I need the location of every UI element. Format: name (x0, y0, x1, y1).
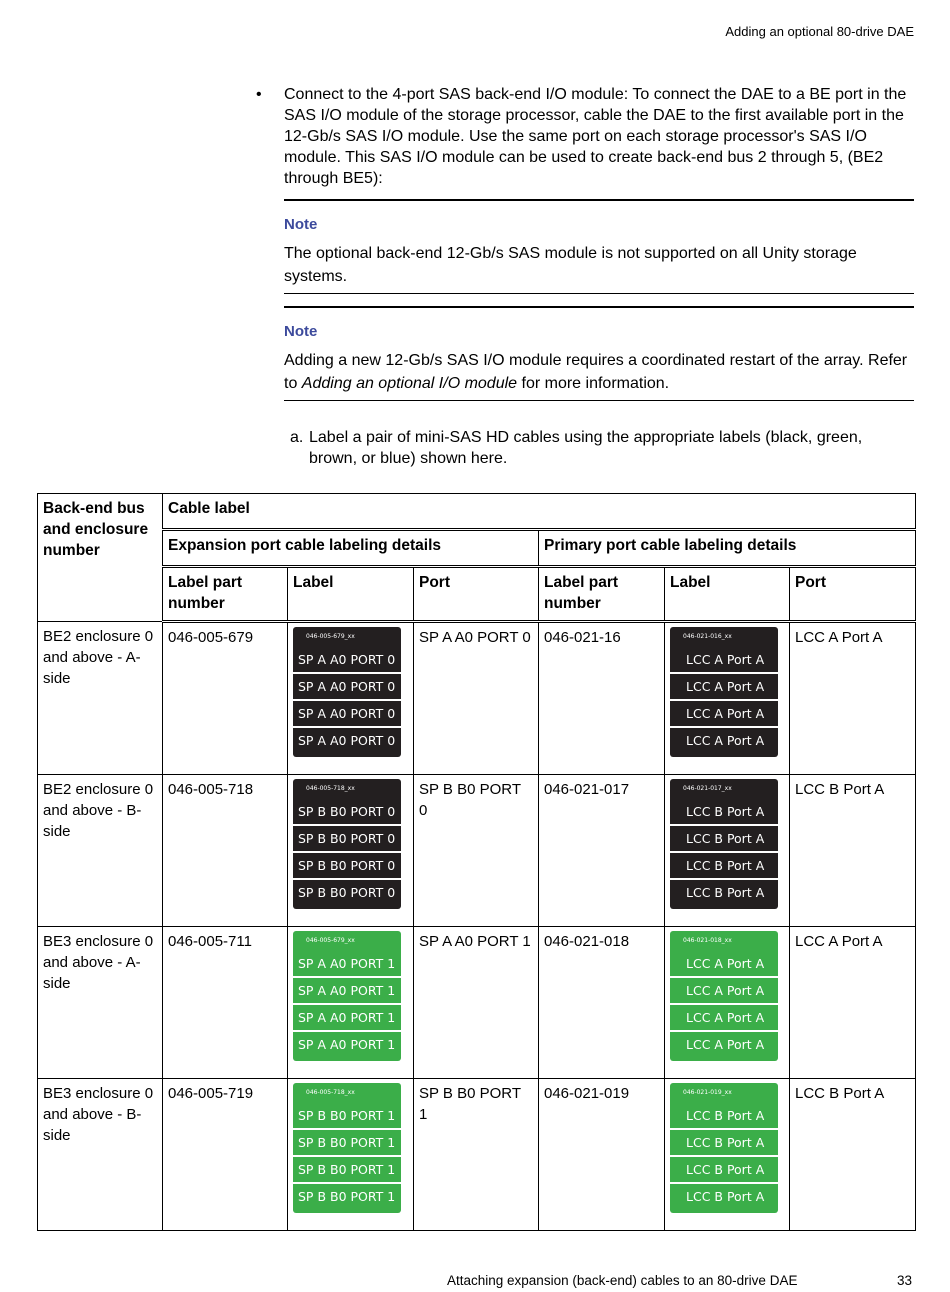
note-title: Note (284, 323, 318, 340)
expansion-label-cell (288, 775, 414, 927)
label-strip: SP B B0 PORT 0 (298, 804, 396, 819)
primary-part-number: 046-021-017 (539, 775, 665, 927)
header-bus-enclosure: Back-end bus and enclosure number (38, 494, 163, 622)
label-strip: SP A A0 PORT 1 (293, 1003, 401, 1030)
step-text: Label a pair of mini-SAS HD cables using the appropriate labels (black, green, brown, or blue) shown here. (309, 429, 863, 467)
label-part-code: 046-021-018_xx (683, 937, 732, 944)
expansion-label-cell (288, 927, 414, 1079)
primary-port: LCC A Port A (790, 927, 916, 1079)
label-part-code: 046-005-679_xx (306, 633, 355, 640)
label-strip: LCC A Port A (670, 699, 778, 726)
label-strip: SP A A0 PORT 1 (293, 1030, 401, 1057)
label-strip: LCC B Port A (686, 804, 765, 819)
primary-port: LCC B Port A (790, 775, 916, 927)
label-part-code: 046-021-019_xx (683, 1089, 732, 1096)
bullet-text: Connect to the 4-port SAS back-end I/O module: To connect the DAE to a BE port in the SAS I/O module of the storage processor, cable the DAE to the first available port in the 12-Gb/s SAS I/O module. Use the same port on each storage processor's SAS I/O module. This SAS I/O module can be used to create back-end bus 2 through 5, (BE2 through BE5): (284, 86, 907, 187)
cable-label-image (670, 1083, 778, 1213)
header-expansion-port: Expansion port cable labeling details (163, 530, 539, 567)
label-part-code: 046-005-718_xx (306, 785, 355, 792)
primary-part-number: 046-021-018 (539, 927, 665, 1079)
label-strip: LCC A Port A (670, 976, 778, 1003)
expansion-port: SP A A0 PORT 1 (414, 927, 539, 1079)
label-part-code: 046-005-679_xx (306, 937, 355, 944)
header-cable-label: Cable label (163, 494, 916, 530)
label-strip: SP A A0 PORT 0 (293, 672, 401, 699)
label-strip: LCC A Port A (686, 956, 765, 971)
note-body-text: for more information. (517, 375, 670, 392)
primary-port: LCC A Port A (790, 622, 916, 775)
label-strip: LCC A Port A (670, 1030, 778, 1057)
header-port: Port (414, 567, 539, 622)
bullet-item (256, 84, 914, 189)
label-strip: LCC A Port A (670, 726, 778, 753)
cable-label-image (293, 931, 401, 1061)
label-strip: SP B B0 PORT 0 (293, 851, 401, 878)
label-strip: SP A A0 PORT 1 (298, 956, 396, 971)
running-header: Adding an optional 80-drive DAE (725, 24, 914, 39)
expansion-label-cell (288, 1079, 414, 1231)
cable-label-image (293, 627, 401, 757)
note-body-text: Adding a new 12-Gb/s SAS I/O module requires a coordinated restart of the array. Refer to (284, 352, 908, 392)
header-port: Port (790, 567, 916, 622)
bus-cell: BE2 enclosure 0 and above - A-side (38, 622, 163, 775)
label-strip: LCC B Port A (670, 1155, 778, 1182)
label-strip: SP B B0 PORT 1 (298, 1108, 396, 1123)
bus-cell: BE3 enclosure 0 and above - A-side (38, 927, 163, 1079)
expansion-label-cell (288, 622, 414, 775)
running-footer: Attaching expansion (back-end) cables to an 80-drive DAE (447, 1273, 798, 1288)
expansion-part-number: 046-005-719 (163, 1079, 288, 1231)
table-row (38, 622, 916, 775)
primary-part-number: 046-021-019 (539, 1079, 665, 1231)
label-part-code: 046-021-016_xx (683, 633, 732, 640)
label-strip: SP A A0 PORT 1 (293, 976, 401, 1003)
bullet-symbol: • (256, 86, 262, 103)
page-number: 33 (896, 1273, 912, 1288)
table-row (38, 927, 916, 1079)
primary-port: LCC B Port A (790, 1079, 916, 1231)
label-strip: SP B B0 PORT 1 (293, 1182, 401, 1209)
table-row (38, 1079, 916, 1231)
label-strip: SP B B0 PORT 0 (293, 878, 401, 905)
step-a (290, 427, 910, 469)
cable-label-image (293, 779, 401, 909)
expansion-port: SP B B0 PORT 0 (414, 775, 539, 927)
bus-cell: BE2 enclosure 0 and above - B-side (38, 775, 163, 927)
table-row (38, 775, 916, 927)
primary-label-cell (665, 1079, 790, 1231)
cable-label-table (37, 493, 916, 1231)
header-label-part-number: Label part number (163, 567, 288, 622)
cable-label-image (670, 779, 778, 909)
label-strip: LCC B Port A (670, 1128, 778, 1155)
label-strip: SP B B0 PORT 1 (293, 1155, 401, 1182)
label-part-code: 046-005-718_xx (306, 1089, 355, 1096)
note-body (284, 349, 914, 395)
note-box (284, 306, 914, 401)
header-label: Label (665, 567, 790, 622)
label-strip: SP A A0 PORT 0 (293, 726, 401, 753)
expansion-part-number: 046-005-679 (163, 622, 288, 775)
label-strip: SP A A0 PORT 0 (293, 699, 401, 726)
primary-label-cell (665, 775, 790, 927)
header-primary-port: Primary port cable labeling details (539, 530, 916, 567)
cable-label-image (670, 931, 778, 1061)
note-box (284, 199, 914, 294)
label-strip: SP B B0 PORT 0 (293, 824, 401, 851)
note-body: The optional back-end 12-Gb/s SAS module is not supported on all Unity storage systems. (284, 245, 857, 285)
primary-part-number: 046-021-16 (539, 622, 665, 775)
label-strip: LCC B Port A (670, 851, 778, 878)
expansion-part-number: 046-005-718 (163, 775, 288, 927)
label-strip: LCC B Port A (670, 878, 778, 905)
cable-label-image (670, 627, 778, 757)
expansion-port: SP A A0 PORT 0 (414, 622, 539, 775)
expansion-port: SP B B0 PORT 1 (414, 1079, 539, 1231)
bus-cell: BE3 enclosure 0 and above - B-side (38, 1079, 163, 1231)
cross-reference-link[interactable]: Adding an optional I/O module (301, 375, 518, 392)
expansion-part-number: 046-005-711 (163, 927, 288, 1079)
label-strip: LCC B Port A (670, 824, 778, 851)
label-strip: LCC A Port A (670, 1003, 778, 1030)
step-letter: a. (290, 429, 304, 446)
header-label: Label (288, 567, 414, 622)
label-strip: LCC B Port A (670, 1182, 778, 1209)
label-part-code: 046-021-017_xx (683, 785, 732, 792)
primary-label-cell (665, 622, 790, 775)
label-strip: SP B B0 PORT 1 (293, 1128, 401, 1155)
header-label-part-number: Label part number (539, 567, 665, 622)
note-title: Note (284, 216, 318, 233)
label-strip: LCC A Port A (686, 652, 765, 667)
label-strip: SP A A0 PORT 0 (298, 652, 396, 667)
cable-label-image (293, 1083, 401, 1213)
label-strip: LCC A Port A (670, 672, 778, 699)
primary-label-cell (665, 927, 790, 1079)
label-strip: LCC B Port A (686, 1108, 765, 1123)
